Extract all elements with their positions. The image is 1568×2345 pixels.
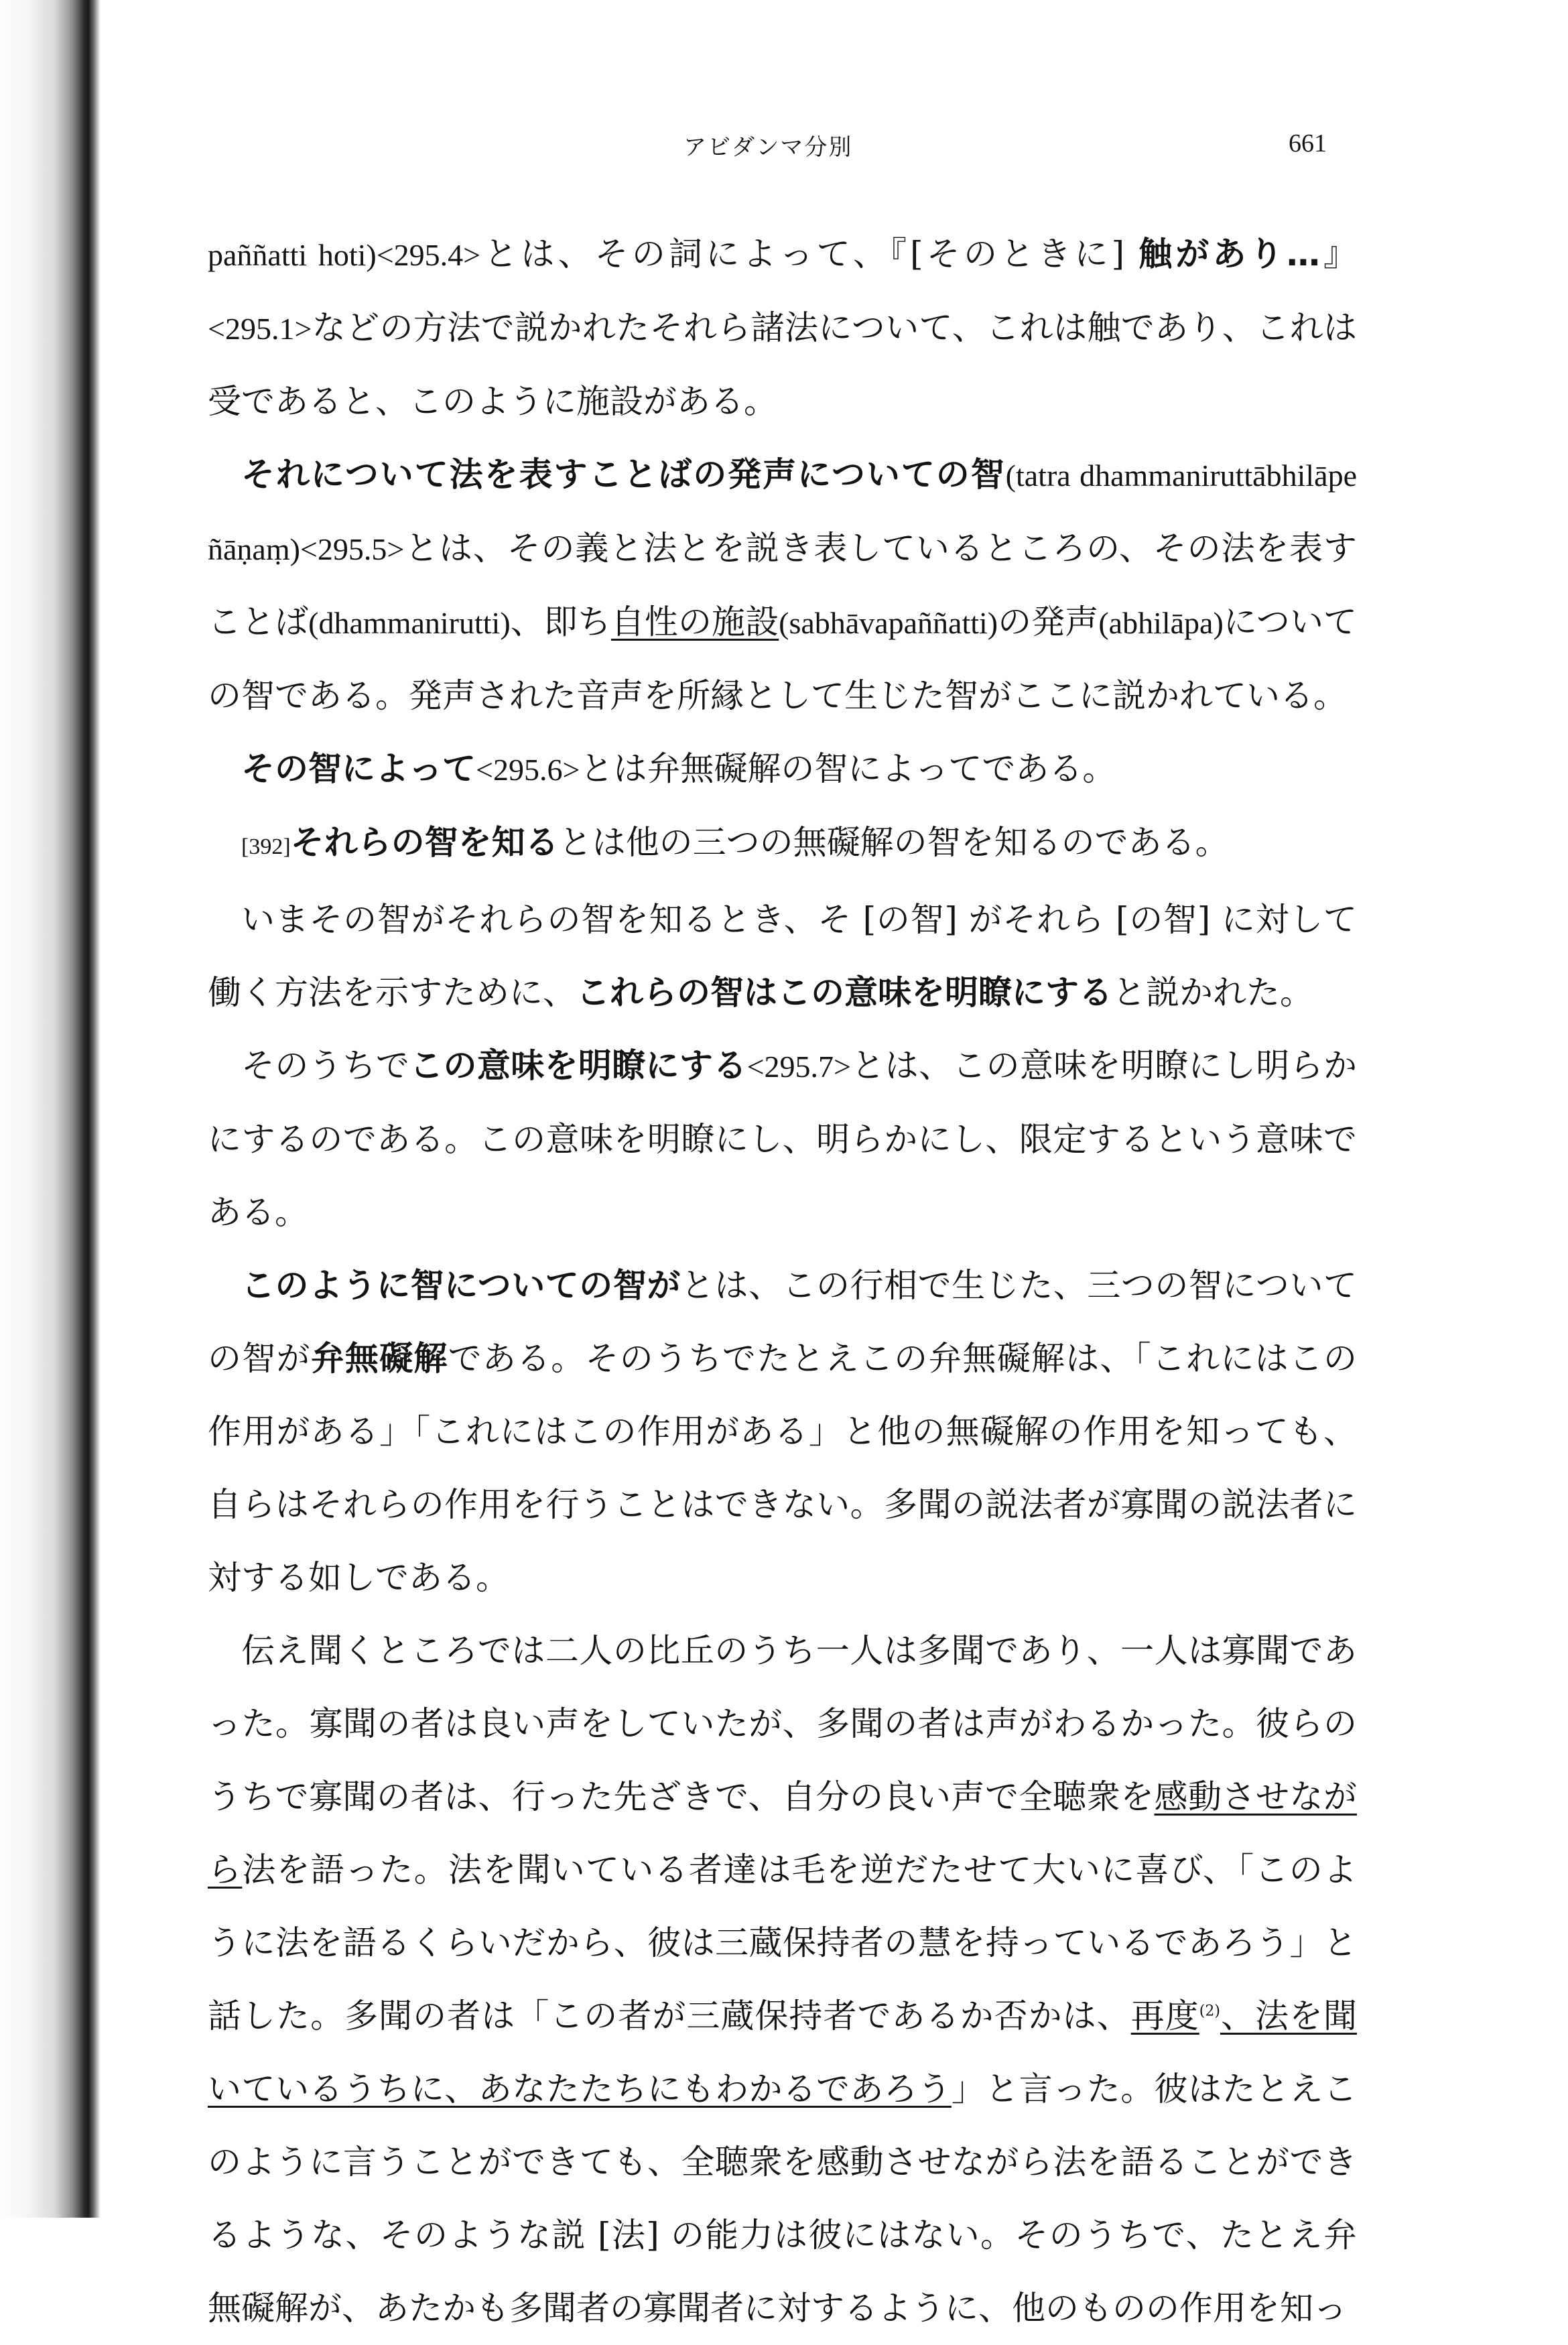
text-run: とは、この意味を明瞭にし明らかにするのである。この意味を明瞭にし、明らかにし、限定するという意味である。 (208, 1046, 1358, 1232)
paragraph-8 (208, 1614, 1357, 2345)
bold-phrase: それについて法を表すことばの発声についての智 (241, 455, 1006, 494)
bold-phrase: その智によって (241, 749, 476, 788)
paragraph-6 (208, 1029, 1357, 1249)
text-run: 』 (1319, 235, 1358, 273)
text-run: についての智である。発声された音声を所縁として生じた智がここに説かれている。 (208, 603, 1358, 715)
page-number: 661 (1289, 129, 1327, 157)
paragraph-5 (208, 883, 1357, 1029)
pali-term: (sabhāvapaññatti) (779, 606, 998, 640)
bold-phrase: この意味を明瞭にする (409, 1046, 747, 1085)
reference: <295.1> (208, 312, 312, 346)
underlined-phrase: 感動させながら (208, 1777, 1357, 1889)
text-run: とは他の三つの無礙解の智を知るのである。 (558, 823, 1229, 862)
underlined-phrase: 、法を聞いているうちに、あなたたちにもわかるであろう (208, 1997, 1358, 2108)
running-title: アビダンマ分別 (683, 134, 853, 161)
text-run: とは、この行相で生じた、三つの智についての智が (208, 1266, 1357, 1378)
text-run: とは弁無礙解の智によってである。 (580, 749, 1116, 788)
text-run: そのうちで (241, 1046, 410, 1085)
pali-term: paññatti hoti)<295.4> (208, 238, 481, 272)
paragraph-2 (208, 438, 1357, 733)
text-run: いまその智がそれらの智を知るとき、そ [の智] がそれら [の智] に対して働く方法を示すために、 (208, 900, 1357, 1012)
text-run: とは、その詞によって、『[そのときに] (480, 235, 1139, 273)
bold-phrase: このように智についての智が (241, 1266, 681, 1305)
bold-phrase: 触があり… (1138, 235, 1320, 273)
text-run: である。そのうちでたとえこの弁無礙解は、「これにはこの作用がある」「これにはこの作用がある」と他の無礙解の作用を知っても、自らはそれらの作用を行うことはできない。多聞の説法者が寡聞の説法者に対する如しである。 (208, 1339, 1358, 1597)
text-run: 法を語った。法を聞いている者達は毛を逆だたせて大いに喜び、「このように法を語るくらいだから、彼は三蔵保持者の慧を持っているであろう」と話した。多聞の者は「この者が三蔵保持者であるか否かは、 (208, 1850, 1358, 2035)
bold-phrase: それらの智を知る (290, 823, 559, 862)
paragraph-3 (208, 733, 1357, 806)
text-run: 伝え聞くところでは二人の比丘のうち一人は多聞であり、一人は寡聞であった。寡聞の者は良い声をしていたが、多聞の者は声がわるかった。彼らのうちで寡聞の者は、行った先ざきで、自分の良い声で全聴衆を (208, 1631, 1357, 1816)
footnote-marker: (2) (1199, 2003, 1220, 2020)
reference: <295.6> (476, 753, 580, 787)
bold-phrase: これらの智はこの意味を明瞭にする (576, 973, 1112, 1012)
paragraph-7 (208, 1249, 1357, 1614)
text-run: の発声 (998, 603, 1099, 641)
pali-term: (abhilāpa) (1098, 606, 1224, 640)
underlined-phrase: 自性の施設 (610, 603, 779, 641)
text-run: と説かれた。 (1112, 973, 1313, 1012)
page-header (201, 129, 1327, 169)
paragraph-4 (208, 806, 1357, 883)
reference: <295.7> (746, 1050, 851, 1084)
text-run: などの方法で説かれたそれら諸法について、これは触であり、これは受であると、このように施設がある。 (208, 308, 1357, 421)
text-run: 」と言った。彼はたとえこのように言うことができても、全聴衆を感動させながら法を語ることができるような、そのような説 [法] の能力は彼にはない。そのうちで、たとえ弁無礙解が、あたかも多聞者の寡聞者に対するように、他のものの作用を知っ (208, 2070, 1358, 2328)
text-run: とは、その義と法とを説き表しているところの、その法を表すことば (208, 529, 1357, 641)
page-ref: [392] (241, 834, 291, 859)
pali-term: (dhammanirutti) (308, 606, 511, 640)
paragraph-1 (208, 218, 1357, 438)
body-text (208, 218, 1357, 2345)
binding-shadow (0, 0, 101, 2218)
text-run: 、即ち (510, 603, 611, 641)
pali-term: (tatra dhammaniruttābhilāpe ñāṇaṃ)<295.5> (208, 458, 1357, 566)
bold-phrase: 弁無礙解 (310, 1339, 448, 1378)
underlined-phrase: 再度 (1130, 1997, 1199, 2035)
